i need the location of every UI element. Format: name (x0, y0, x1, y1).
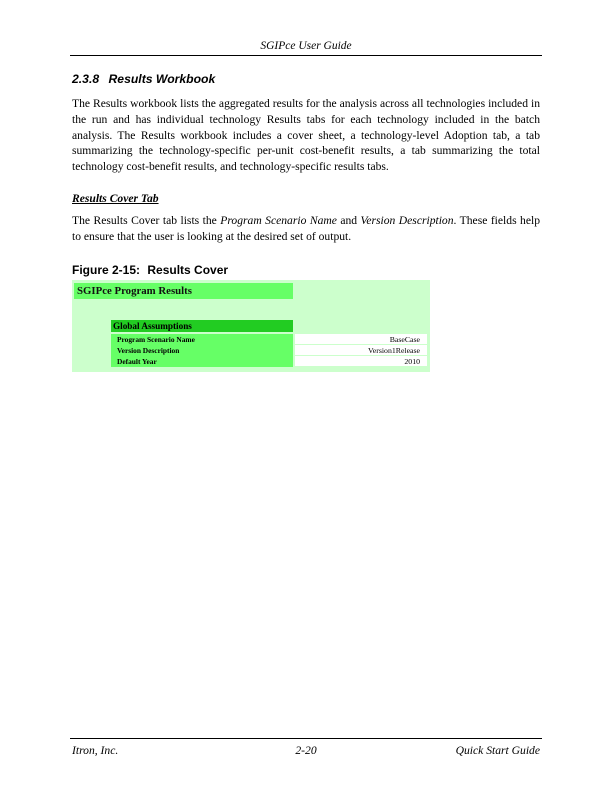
header-rule (70, 55, 542, 56)
footer-page-number: 2-20 (295, 744, 317, 757)
subheading-results-cover-tab: Results Cover Tab (72, 192, 159, 205)
intro-paragraph: The Results workbook lists the aggregated results for the analysis across all technologies included in the run and has individual technology Results tabs for each technology included in the batch analysis. The Results workbook includes a cover sheet, a technology-level Adoption tab, a tab summarizing the technology-specific per-unit cost-benefit results, a tab summarizing the total technology cost-benefit results, and technology-specific results tabs. (72, 97, 540, 174)
p2-term-scenario-name: Program Scenario Name (220, 214, 337, 227)
p2-term-version-description: Version Description (360, 214, 454, 227)
section-title: Results Workbook (108, 72, 216, 86)
row-value-program-scenario-name: BaseCase (295, 334, 427, 344)
row-label-version-description: Version Description (111, 345, 293, 356)
row-value-version-description: Version1Release (295, 345, 427, 355)
global-assumptions-header: Global Assumptions (111, 320, 293, 332)
figure-number: Figure 2-15: (72, 263, 141, 277)
footer-document-title: Quick Start Guide (455, 744, 540, 757)
p2-text-a: The Results Cover tab lists the (72, 214, 221, 227)
row-label-program-scenario-name: Program Scenario Name (111, 334, 293, 345)
footer-rule (70, 738, 542, 739)
sheet-title: SGIPce Program Results (74, 283, 293, 299)
row-label-default-year: Default Year (111, 356, 293, 367)
footer-company: Itron, Inc. (72, 744, 119, 757)
figure-caption (72, 263, 228, 277)
section-heading (72, 72, 215, 86)
figure-title: Results Cover (147, 263, 229, 277)
p2-text-c: and (336, 214, 361, 227)
p2-text-e: . These fields help to ensure that the user is looking at the desired set of output. (72, 214, 540, 243)
row-value-default-year: 2010 (295, 356, 427, 366)
page-header: SGIPce User Guide (260, 40, 352, 52)
results-cover-screenshot (72, 280, 430, 372)
results-cover-paragraph (72, 213, 540, 245)
section-number: 2.3.8 (72, 72, 100, 86)
